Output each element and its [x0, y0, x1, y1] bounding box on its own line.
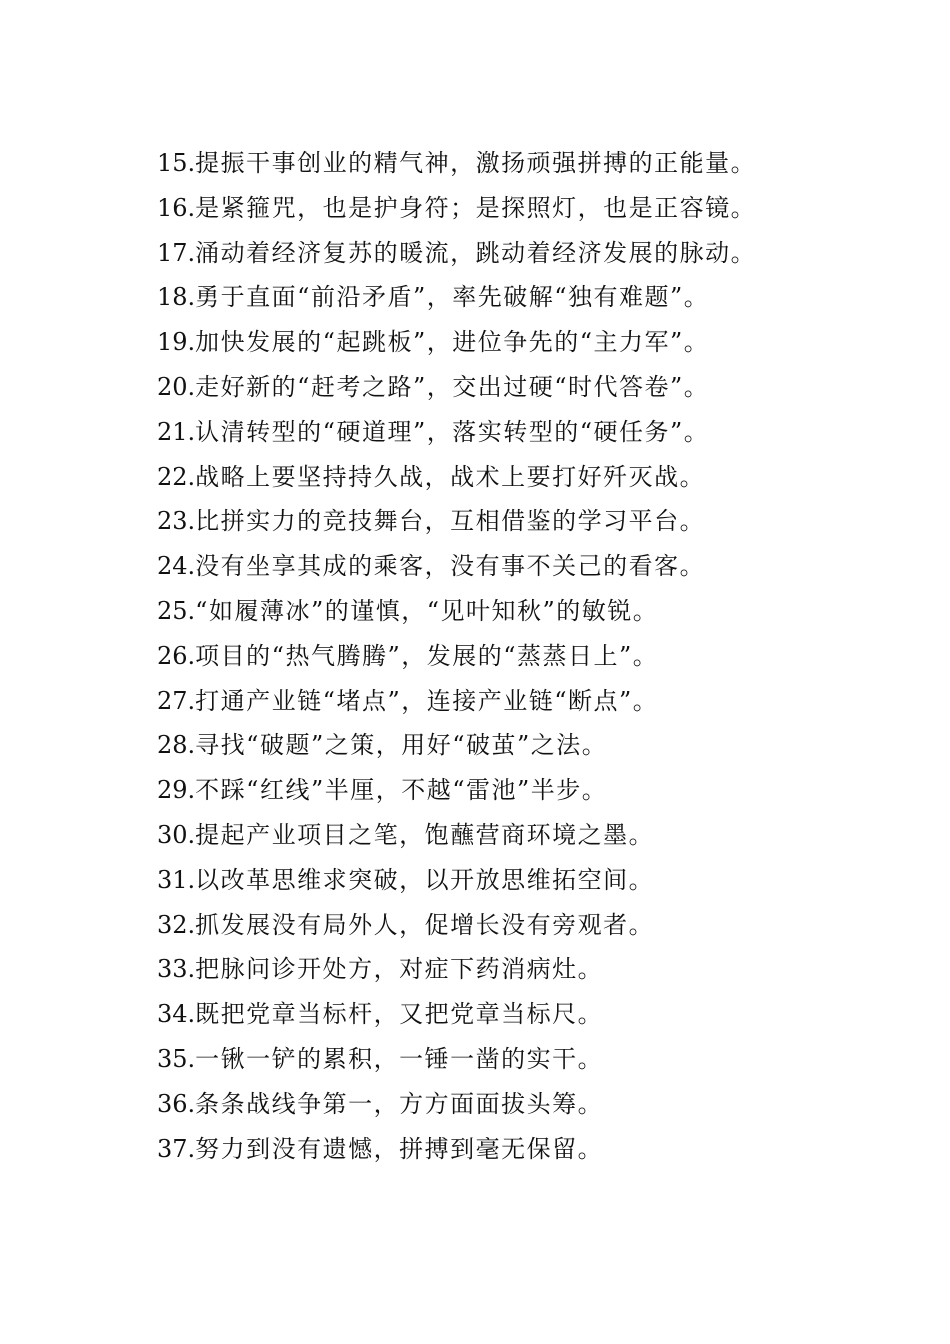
list-item	[157, 950, 756, 995]
item-number: 26.	[157, 641, 196, 670]
item-number: 32.	[157, 910, 196, 939]
list-item	[157, 995, 756, 1040]
item-text: 一锹一铲的累积，一锤一凿的实干。	[195, 1044, 604, 1073]
item-text: 提振干事创业的精气神，激扬顽强拼搏的正能量。	[195, 149, 757, 177]
item-text: 比拼实力的竞技舞台，互相借鉴的学习平台。	[195, 507, 706, 536]
item-text: 把脉问诊开处方，对症下药消病灶。	[195, 955, 604, 984]
list-item	[157, 816, 756, 861]
list-item	[157, 1040, 756, 1085]
item-number: 31.	[157, 865, 196, 894]
item-number: 24.	[157, 552, 196, 581]
list-item	[157, 861, 756, 906]
item-number: 23.	[157, 507, 196, 536]
item-text: 勇于直面“前沿矛盾”，率先破解“独有难题”。	[195, 283, 710, 312]
item-text: 走好新的“赶考之路”，交出过硬“时代答卷”。	[195, 372, 710, 401]
item-text: 涌动着经济复苏的暖流，跳动着经济发展的脉动。	[195, 238, 757, 267]
item-number: 36.	[157, 1089, 196, 1118]
item-text: 打通产业链“堵点”，连接产业链“断点”。	[195, 686, 659, 715]
list-item	[157, 368, 756, 413]
list-item	[157, 458, 756, 503]
list-item	[157, 906, 756, 951]
item-text: 既把党章当标杆，又把党章当标尺。	[195, 1000, 604, 1029]
item-text: 不踩“红线”半厘，不越“雷池”半步。	[195, 776, 608, 805]
list-item	[157, 592, 756, 637]
item-text: “如履薄冰”的谨慎，“见叶知秋”的敏锐。	[195, 596, 659, 625]
item-text: 项目的“热气腾腾”，发展的“蒸蒸日上”。	[195, 641, 659, 670]
item-text: 是紧箍咒，也是护身符；是探照灯，也是正容镜。	[195, 193, 757, 222]
list-item	[157, 547, 756, 592]
list-item	[157, 323, 756, 368]
list-item	[157, 278, 756, 323]
item-number: 25.	[157, 596, 196, 625]
item-text: 加快发展的“起跳板”，进位争先的“主力军”。	[195, 328, 710, 357]
list-item	[157, 1130, 756, 1175]
item-number: 19.	[157, 328, 196, 357]
list-item	[157, 1085, 756, 1130]
list-item	[157, 771, 756, 816]
item-number: 21.	[157, 417, 196, 446]
list-item	[157, 502, 756, 547]
list-item	[157, 682, 756, 727]
item-text: 努力到没有遗憾，拼搏到毫无保留。	[195, 1134, 604, 1163]
item-number: 15.	[157, 149, 196, 177]
item-text: 条条战线争第一，方方面面拔头筹。	[195, 1089, 604, 1118]
item-number: 16.	[157, 193, 196, 222]
list-item	[157, 234, 756, 279]
item-text: 认清转型的“硬道理”，落实转型的“硬任务”。	[195, 417, 710, 446]
item-number: 37.	[157, 1134, 196, 1163]
item-number: 17.	[157, 238, 196, 267]
item-number: 33.	[157, 955, 196, 984]
item-text: 没有坐享其成的乘客，没有事不关己的看客。	[195, 552, 706, 581]
list-item	[157, 726, 756, 771]
item-text: 提起产业项目之笔，饱蘸营商环境之墨。	[195, 820, 655, 849]
item-text: 寻找“破题”之策，用好“破茧”之法。	[195, 731, 608, 760]
item-number: 30.	[157, 820, 196, 849]
item-text: 战略上要坚持持久战，战术上要打好歼灭战。	[195, 462, 706, 491]
item-number: 20.	[157, 372, 196, 401]
list-item	[157, 637, 756, 682]
item-number: 35.	[157, 1044, 196, 1073]
item-number: 18.	[157, 283, 196, 312]
item-number: 28.	[157, 731, 196, 760]
item-number: 29.	[157, 776, 196, 805]
item-number: 27.	[157, 686, 196, 715]
item-text: 以改革思维求突破，以开放思维拓空间。	[195, 865, 655, 894]
list-item	[157, 413, 756, 458]
list-item	[157, 144, 756, 189]
list-item	[157, 189, 756, 234]
numbered-list	[157, 144, 756, 1174]
item-text: 抓发展没有局外人，促增长没有旁观者。	[195, 910, 655, 939]
item-number: 34.	[157, 1000, 196, 1029]
item-number: 22.	[157, 462, 196, 491]
